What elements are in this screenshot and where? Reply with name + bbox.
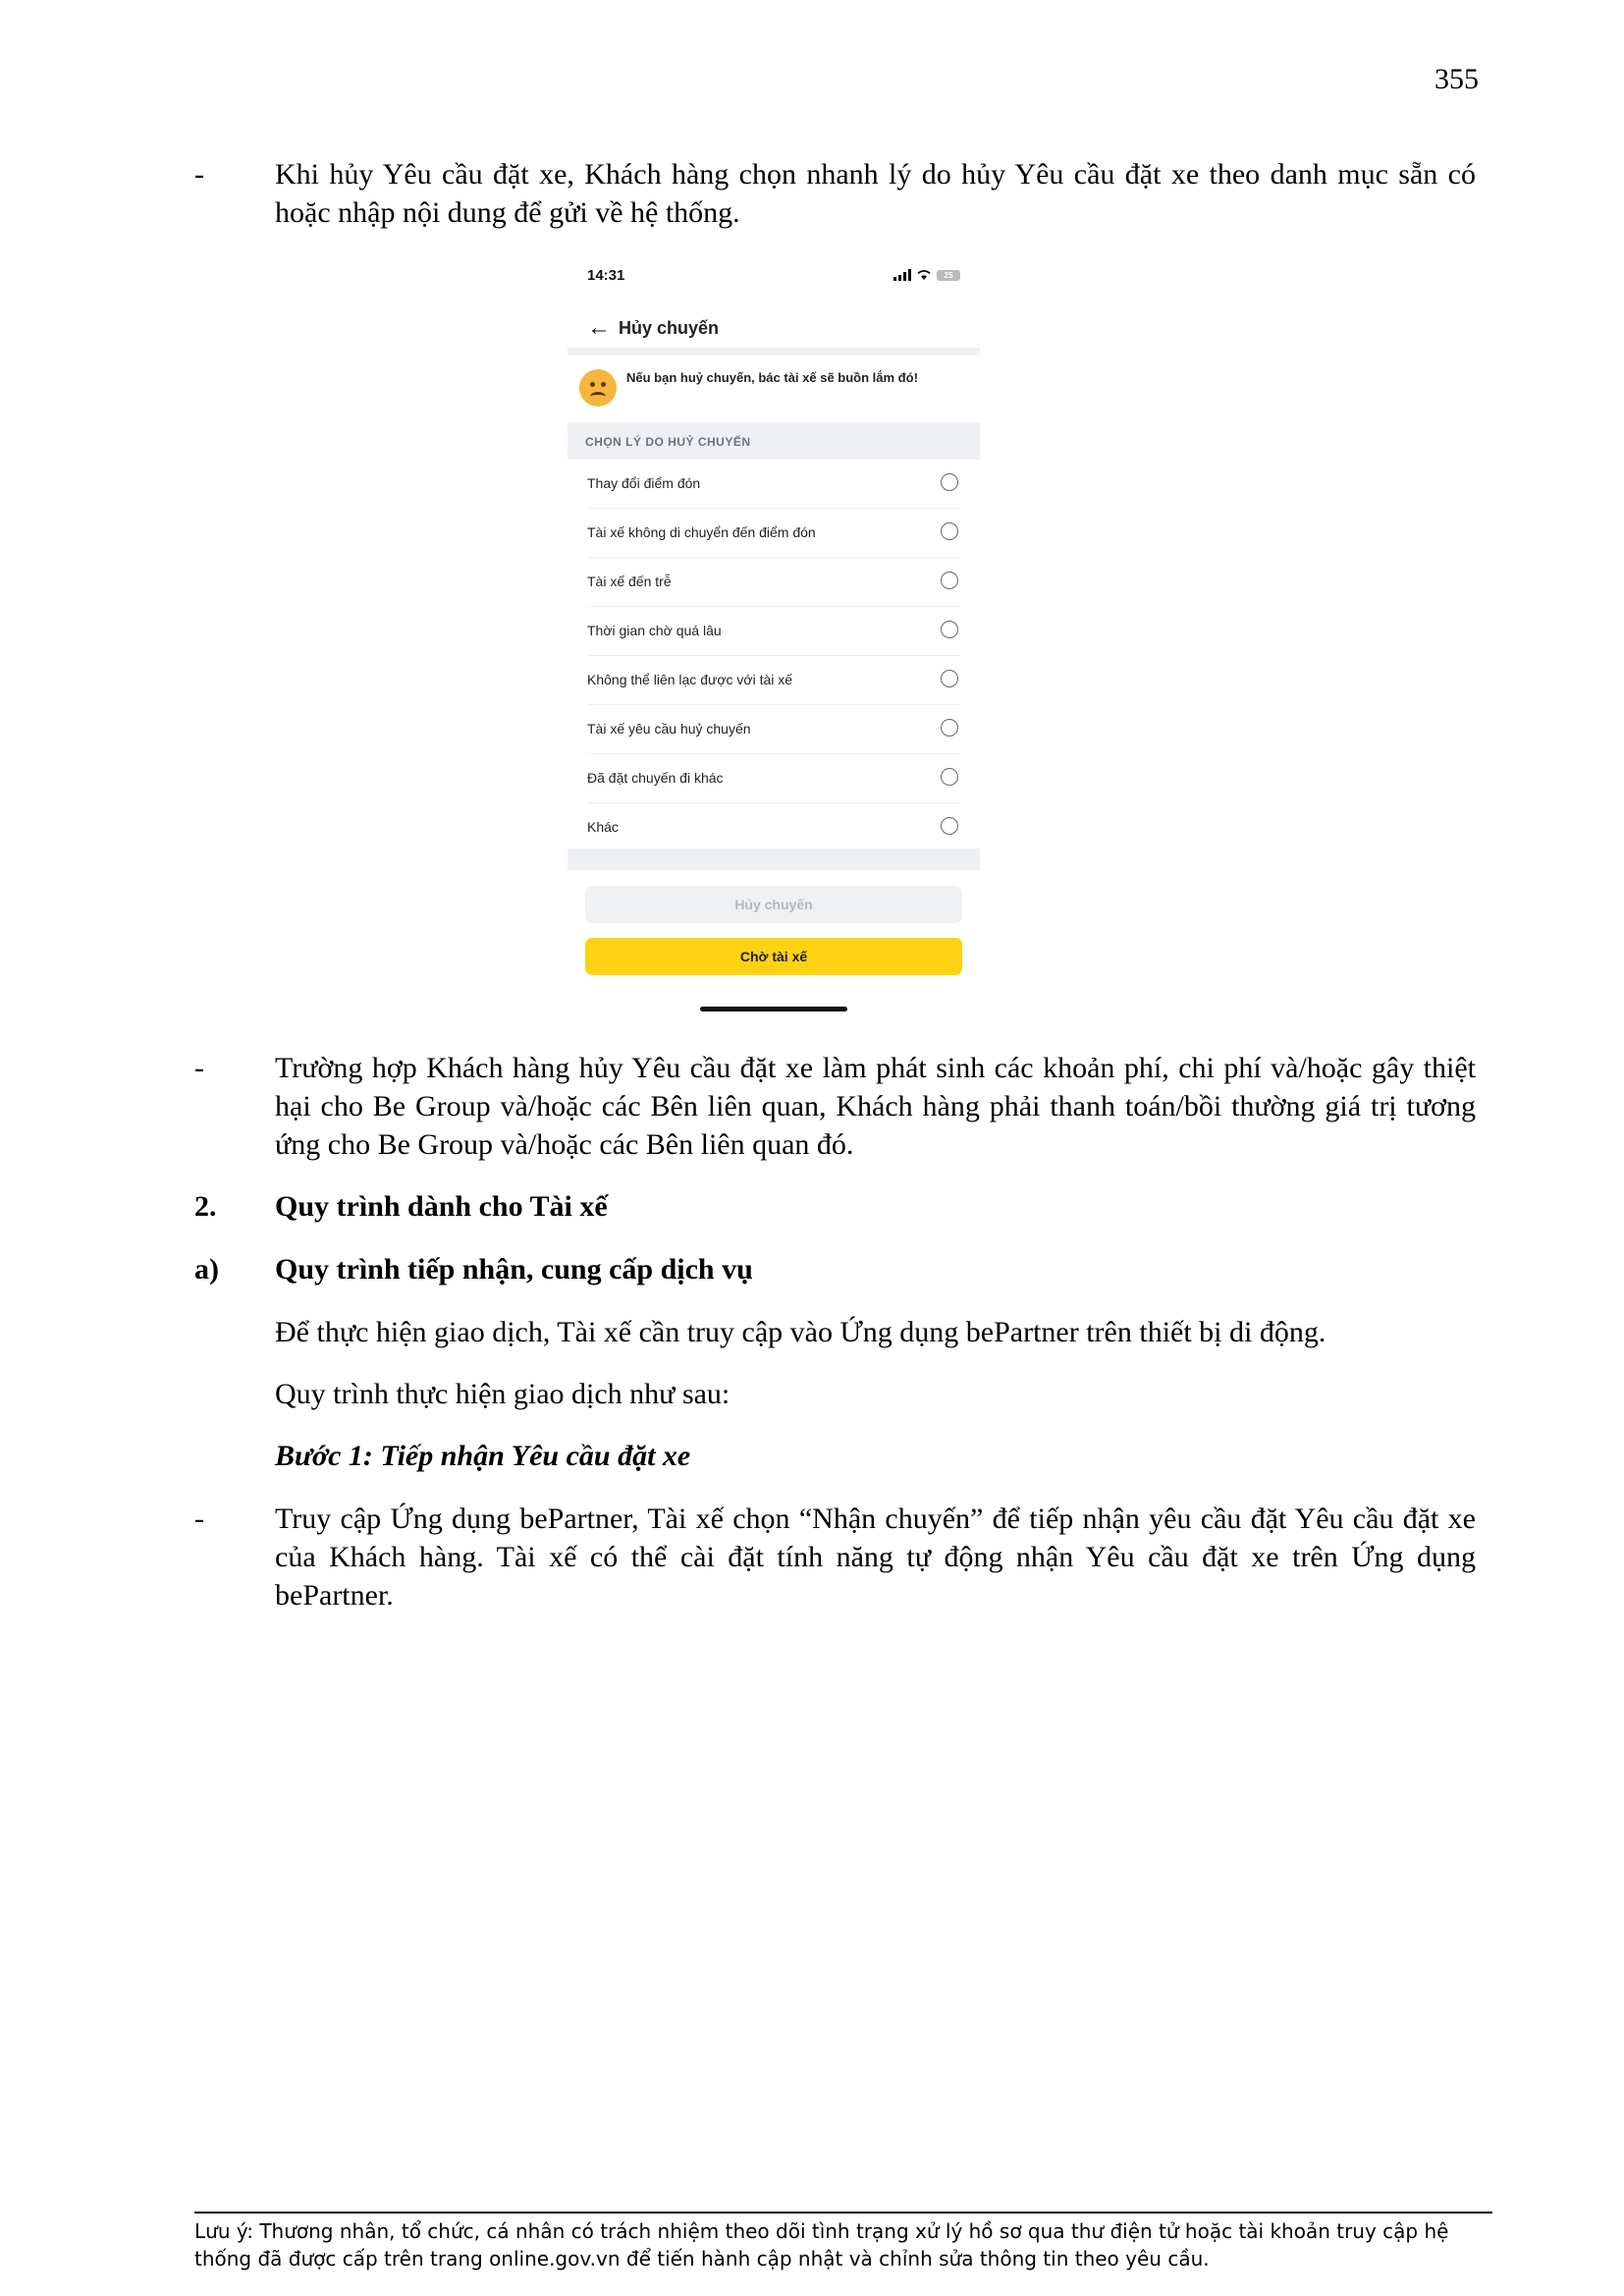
signal-icon <box>893 269 911 281</box>
status-bar <box>587 267 960 291</box>
radio-icon[interactable] <box>941 817 958 835</box>
heading-number: 2. <box>194 1190 217 1223</box>
divider <box>568 848 980 870</box>
battery-icon: 25 <box>937 270 960 281</box>
radio-icon[interactable] <box>941 768 958 786</box>
heading-label: Quy trình dành cho Tài xế <box>275 1190 608 1223</box>
heading-label: Quy trình tiếp nhận, cung cấp dịch vụ <box>275 1253 753 1285</box>
reason-option[interactable] <box>587 656 960 705</box>
reason-option[interactable] <box>587 803 960 851</box>
heading-number: a) <box>194 1253 219 1285</box>
reason-label: Tài xế không di chuyển đến điểm đón <box>587 524 816 540</box>
radio-icon[interactable] <box>941 621 958 638</box>
home-indicator <box>700 1007 847 1011</box>
body-paragraph: Quy trình thực hiện giao dịch như sau: <box>275 1378 731 1410</box>
bullet-text: Truy cập Ứng dụng bePartner, Tài xế chọn “Nhận chuyến” để tiếp nhận yêu cầu đặt Yêu cầu đặt xe của Khách hàng. Tài xế có thể cài đặt tính năng tự động nhận Yêu cầu đặt xe trên Ứng dụng bePartner. <box>275 1503 1476 1612</box>
bullet-dash: - <box>194 158 204 191</box>
cancel-trip-button[interactable]: Hủy chuyến <box>585 886 962 923</box>
reason-label: Đã đặt chuyến đi khác <box>587 770 724 786</box>
radio-icon[interactable] <box>941 473 958 491</box>
reason-option[interactable] <box>587 705 960 754</box>
warning-banner <box>579 363 968 414</box>
reason-option[interactable] <box>587 509 960 558</box>
radio-icon[interactable] <box>941 719 958 737</box>
bullet-text: Khi hủy Yêu cầu đặt xe, Khách hàng chọn nhanh lý do hủy Yêu cầu đặt xe theo danh mục sẵn có hoặc nhập nội dung để gửi về hệ thống. <box>275 158 1476 229</box>
wifi-icon <box>917 270 931 280</box>
phone-screenshot <box>568 257 980 1023</box>
wait-driver-button[interactable]: Chờ tài xế <box>585 938 962 975</box>
footer-divider <box>194 2212 1492 2214</box>
radio-icon[interactable] <box>941 670 958 687</box>
back-arrow-icon[interactable]: ← <box>587 314 611 341</box>
status-time: 14:31 <box>587 267 625 284</box>
reason-list <box>568 460 980 851</box>
reason-label: Thời gian chờ quá lâu <box>587 623 722 638</box>
step-heading: Bước 1: Tiếp nhận Yêu cầu đặt xe <box>275 1440 691 1472</box>
reason-label: Thay đổi điểm đón <box>587 475 701 491</box>
section-label: CHỌN LÝ DO HUỶ CHUYẾN <box>585 435 751 449</box>
footer-note: Lưu ý: Thương nhân, tổ chức, cá nhân có trách nhiệm theo dõi tình trạng xử lý hồ sơ qua thư điện tử hoặc tài khoản truy cập hệ thống đã được cấp trên trang online.gov.vn để tiến hành cập nhật và chỉnh sửa thông tin theo yêu cầu. <box>194 2219 1449 2270</box>
status-icons <box>893 269 960 281</box>
reason-label: Tài xế yêu cầu huỷ chuyến <box>587 721 751 737</box>
section-header <box>568 422 980 460</box>
bullet-accept-trip <box>194 1500 1476 1614</box>
warning-text: Nếu bạn huỷ chuyến, bác tài xế sẽ buồn lắm đó! <box>626 370 918 385</box>
reason-option[interactable] <box>587 754 960 803</box>
reason-option[interactable] <box>587 558 960 607</box>
reason-label: Khác <box>587 819 619 835</box>
divider <box>568 348 980 355</box>
sad-face-icon <box>579 369 617 407</box>
bullet-dash: - <box>194 1503 204 1535</box>
reason-label: Không thể liên lạc được với tài xế <box>587 672 793 687</box>
bullet-dash: - <box>194 1052 204 1084</box>
bullet-cancel-reason <box>194 155 1476 232</box>
bullet-cancel-fees <box>194 1049 1476 1164</box>
body-paragraph: Để thực hiện giao dịch, Tài xế cần truy cập vào Ứng dụng bePartner trên thiết bị di động. <box>275 1316 1326 1348</box>
bullet-text: Trường hợp Khách hàng hủy Yêu cầu đặt xe làm phát sinh các khoản phí, chi phí và/hoặc gây thiệt hại cho Be Group và/hoặc các Bên liên quan, Khách hàng phải thanh toán/bồi thường giá trị tương ứng cho Be Group và/hoặc các Bên liên quan đó. <box>275 1052 1476 1161</box>
screen-title: Hủy chuyến <box>619 317 720 338</box>
page-number: 355 <box>1435 63 1479 95</box>
reason-option[interactable] <box>587 607 960 656</box>
radio-icon[interactable] <box>941 572 958 589</box>
app-header <box>587 308 980 348</box>
radio-icon[interactable] <box>941 522 958 540</box>
reason-label: Tài xế đến trễ <box>587 574 672 589</box>
reason-option[interactable] <box>587 460 960 509</box>
